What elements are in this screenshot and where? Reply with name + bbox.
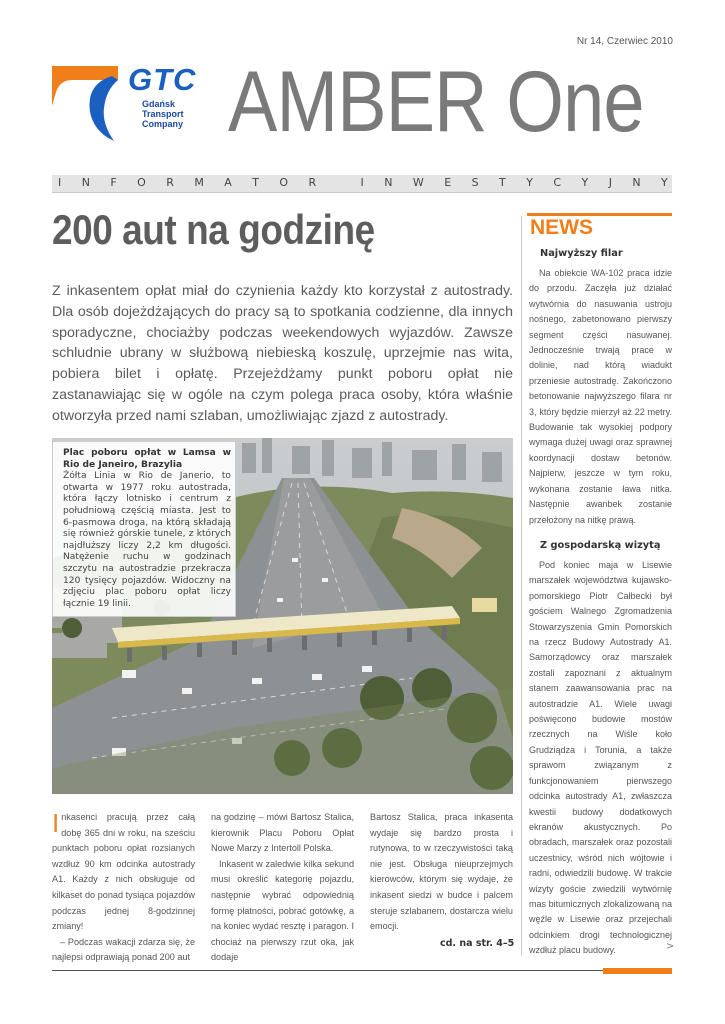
band-letter: A — [224, 176, 232, 189]
band-letter: T — [252, 176, 259, 189]
caption-body: Żółta Linia w Rio de Janerio, to otwarta w 1977 roku autostrada, która łączy lotnisko i centrum z południową częścią miasta. Jest to 6-pasmowa droga, na którą składają się również górskie tunele, z których najdłuższy liczy 2,2 km długości. Natężenie ruchu w godzinach szczytu na autostradzie przekracza 120 tysięcy pojazdów. Widoczny na zdjęciu plac poboru opłat liczy łącznie 19 linii. — [63, 471, 231, 609]
col1-paragraph-2: – Podczas wakacji zdarza się, że najlepsi odprawiają ponad 200 aut — [52, 936, 195, 963]
photo-caption — [52, 441, 236, 617]
band-letter: O — [279, 176, 289, 189]
news-item-1-body: Na obiekcie WA-102 praca idzie do przodu. Zaczęła już działać wytwórnia do nasuwania ustroju nośnego, zabetonowano pierwszy segment części nasuwanej. Jednocześnie trwają prace w dolinie, nad którą wiadukt przeniesie autostradę. Zakończono betonowanie najwyższego filara nr 3, który będzie mierzył aż 22 metry. Budowanie tak wysokiej podpory wymaga dużej uwagi oraz sprawnej koordynacji dostaw betonów. Najpierw, jeszcze w tym roku, wykonana zostanie ława nitka. Następnie awanbek zostanie przełożony na nitkę prawą. — [529, 268, 672, 525]
band-letter: R — [166, 176, 174, 189]
dropcap: I — [52, 808, 60, 838]
band-letter: T — [499, 176, 506, 189]
logo-company-name: Gdańsk Transport Company — [142, 99, 184, 129]
band-letter: S — [471, 176, 479, 189]
section-band-text — [58, 176, 668, 189]
issue-number: Nr 14, Czerwiec 2010 — [576, 36, 673, 47]
band-letter: N — [81, 176, 90, 189]
band-letter: R — [308, 176, 317, 189]
band-letter: W — [412, 176, 424, 189]
continued-link[interactable]: cd. na str. 4–5 — [440, 938, 515, 949]
band-letter: Y — [581, 176, 589, 189]
col1-paragraph-1: nkasenci pracują przez całą dobę 365 dni w roku, na sześciu punktach poboru opłat rozsianych wzdłuż 90 km odcinka autostrady A1. Każdy z nich obsługuje od kilkaset do ponad tysiąca pojazdów podczas jednej 8-godzinnej zmiany! — [52, 812, 195, 932]
band-gap — [337, 176, 341, 189]
band-letter: Y — [526, 176, 533, 189]
masthead-title: AMBER One — [228, 54, 644, 150]
band-letter: I — [360, 176, 364, 189]
band-letter: C — [553, 176, 562, 189]
caption-title: Plac poboru opłat w Lamsa w Rio de Janeiro, Brazylia — [63, 448, 231, 470]
next-page-arrow[interactable]: > — [666, 941, 675, 952]
lead-paragraph: Z inkasentem opłat miał do czynienia każdy kto korzystał z autostrady. Dla osób dojeżdżających do pracy są to spotkania codzienne, dla innych sporadyczne, chociażby podczas weekendowych wyjazdów. Zawsze schludnie ubrany w służbową niebieską koszulę, uprzejmie nas wita, pobiera bilet i opłatę. Przejeżdżamy punkt poboru opłat nie zastanawiając się w ogóle na czym polega praca osoby, która właśnie otworzyła przed nami szlaban, umożliwiając zjazd z autostrady. — [52, 283, 513, 424]
article-column-3 — [370, 810, 513, 935]
col3-paragraph-1: Bartosz Stalica, praca inkasenta wydaje się bardzo prosta i rutynowa, to w rzeczywistości taką nie jest. Obsługa nieuprzejmych kierowców, którym się wydaje, że inkasent siedzi w budce i palcem steruje szlabanem, dostarcza wielu emocji. — [370, 812, 513, 932]
band-letter: N — [632, 176, 641, 189]
band-letter: M — [194, 176, 204, 189]
section-band — [52, 175, 672, 193]
sidebar-divider — [521, 216, 522, 956]
band-letter: F — [110, 176, 117, 189]
band-letter: N — [384, 176, 393, 189]
news-item-2-title: Z gospodarską wizytą — [540, 540, 661, 551]
band-letter: J — [608, 176, 612, 189]
footer-rule — [52, 970, 672, 971]
band-letter: Y — [661, 176, 668, 189]
footer-accent-bar — [603, 968, 672, 974]
band-letter: O — [137, 176, 146, 189]
band-letter: I — [58, 176, 62, 189]
col2-paragraph-1: na godzinę – mówi Bartosz Stalica, kierownik Placu Poboru Opłat Nowe Marzy z Intertoll Polska. — [211, 812, 354, 854]
logo-letters: GTC — [128, 62, 197, 97]
article-column-2 — [211, 810, 354, 966]
news-item-2-body: Pod koniec maja w Lisewie marszałek województwa kujawsko-pomorskiego Piotr Całbecki był gościem Walnego Zgromadzenia Stowarzyszenia Gmin Pomorskich na rzecz Budowy Autostrady A1. Samorządowcy oraz marszałek zostali zapoznani z aktualnym stanem zaawansowania prac na autostradzie A1. Wiele uwagi poświęcono budowie mostów rzecznych na Wiśle koło Grudziądza i Torunia, a także sprawom związanym z funkcjonowaniem pierwszego odcinka autostrady A1, zwłaszcza kwestii budowy dodatkowych ekranów akustycznych. Po obradach, marszałek oraz pozostali uczestnicy, wśród nich wójtowie i radni, odwiedzili budowę. W trakcie wizyty goście zwiedzili wytwórnię mas bitumicznych zlokalizowaną na węźle w Lisewie oraz przejechali odcinkiem drogi technologicznej wzdłuż placu budowy. — [529, 560, 672, 956]
article-column-1 — [52, 810, 195, 966]
news-item-1-title: Najwyższy filar — [540, 248, 623, 259]
band-letter: E — [444, 176, 452, 189]
news-heading: NEWS — [530, 216, 593, 239]
col2-paragraph-2: Inkasent w zaledwie kilka sekund musi określić kategorię pojazdu, następnie wybrać odpowiednią formę płatności, pobrać gotówkę, a na koniec wydać resztę i paragon. I chociaż na pierwszy rzut oka, jak dodaje — [211, 858, 354, 963]
headline: 200 aut na godzinę — [52, 206, 375, 253]
